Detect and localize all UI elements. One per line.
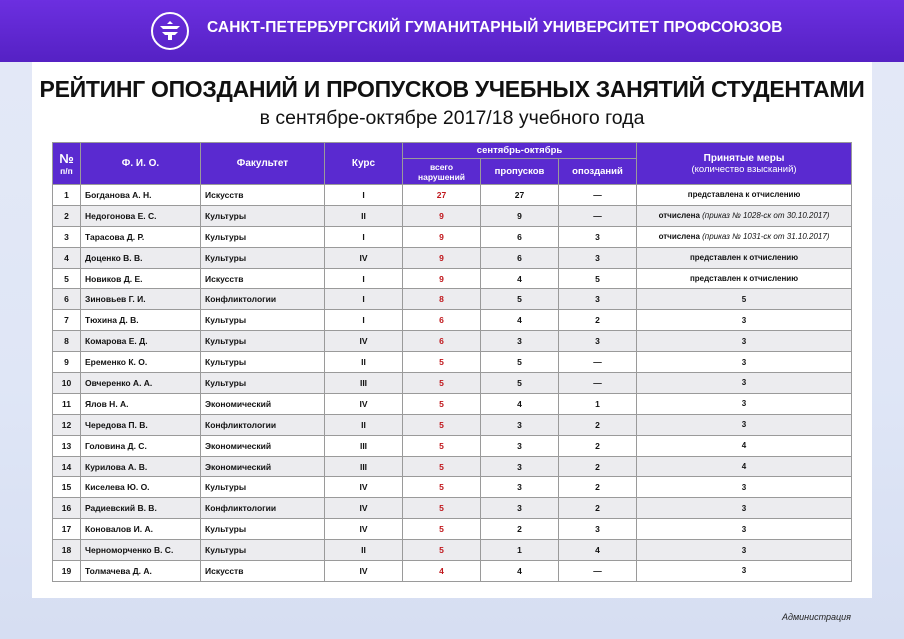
cell-measures	[637, 310, 852, 331]
cell-name: Толмачева Д. А.	[81, 561, 201, 582]
cell-absences: 6	[481, 226, 559, 247]
cell-number: 7	[53, 310, 81, 331]
measures-text: 3	[741, 524, 747, 534]
cell-faculty: Культуры	[201, 373, 325, 394]
cell-number: 14	[53, 456, 81, 477]
cell-measures	[637, 226, 852, 247]
measures-text: 4	[741, 462, 747, 472]
measures-text: 3	[741, 482, 747, 492]
measures-text: 5	[741, 294, 747, 304]
cell-course: I	[325, 268, 403, 289]
cell-lateness: 3	[559, 226, 637, 247]
header-absences: пропусков	[481, 159, 559, 185]
measures-text: отчислена	[658, 211, 700, 221]
cell-absences: 3	[481, 456, 559, 477]
cell-absences: 4	[481, 561, 559, 582]
cell-course: IV	[325, 331, 403, 352]
cell-course: I	[325, 226, 403, 247]
table-row	[53, 352, 852, 373]
cell-course: I	[325, 289, 403, 310]
table-row	[53, 226, 852, 247]
cell-name: Тарасова Д. Р.	[81, 226, 201, 247]
cell-measures	[637, 373, 852, 394]
table-row	[53, 205, 852, 226]
cell-lateness: 5	[559, 268, 637, 289]
cell-absences: 5	[481, 289, 559, 310]
cell-name: Недогонова Е. С.	[81, 205, 201, 226]
cell-number: 10	[53, 373, 81, 394]
measures-text: 3	[741, 399, 747, 409]
cell-number: 12	[53, 414, 81, 435]
cell-number: 5	[53, 268, 81, 289]
header-total: всего нарушений	[403, 159, 481, 185]
cell-faculty: Культуры	[201, 519, 325, 540]
cell-measures	[637, 352, 852, 373]
cell-name: Киселева Ю. О.	[81, 477, 201, 498]
cell-number: 19	[53, 561, 81, 582]
university-emblem-icon	[151, 12, 189, 50]
cell-name: Комарова Е. Д.	[81, 331, 201, 352]
cell-faculty: Культуры	[201, 205, 325, 226]
cell-absences: 4	[481, 268, 559, 289]
cell-total: 5	[403, 414, 481, 435]
cell-course: IV	[325, 247, 403, 268]
cell-number: 6	[53, 289, 81, 310]
cell-absences: 2	[481, 519, 559, 540]
measures-text: 3	[741, 336, 747, 346]
table-row	[53, 561, 852, 582]
cell-number: 16	[53, 498, 81, 519]
cell-measures	[637, 498, 852, 519]
measures-text: 3	[741, 315, 747, 325]
cell-course: III	[325, 373, 403, 394]
table-row	[53, 310, 852, 331]
header-course: Курс	[325, 143, 403, 185]
table-row	[53, 477, 852, 498]
cell-faculty: Культуры	[201, 247, 325, 268]
cell-name: Новиков Д. Е.	[81, 268, 201, 289]
table-row	[53, 540, 852, 561]
cell-measures	[637, 519, 852, 540]
cell-total: 4	[403, 561, 481, 582]
cell-course: IV	[325, 393, 403, 414]
cell-absences: 1	[481, 540, 559, 561]
cell-faculty: Культуры	[201, 331, 325, 352]
cell-lateness: —	[559, 561, 637, 582]
cell-course: II	[325, 414, 403, 435]
cell-faculty: Культуры	[201, 226, 325, 247]
cell-name: Курилова А. В.	[81, 456, 201, 477]
measures-text: представлена к отчислению	[687, 190, 801, 200]
cell-name: Тюхина Д. В.	[81, 310, 201, 331]
cell-total: 9	[403, 205, 481, 226]
cell-total: 5	[403, 373, 481, 394]
cell-course: I	[325, 185, 403, 206]
cell-absences: 3	[481, 435, 559, 456]
cell-course: III	[325, 435, 403, 456]
cell-faculty: Экономический	[201, 435, 325, 456]
measures-order-note: (приказ № 1028-ск от 30.10.2017)	[702, 211, 830, 221]
cell-faculty: Культуры	[201, 477, 325, 498]
cell-faculty: Искусств	[201, 268, 325, 289]
table-body	[53, 185, 852, 582]
cell-faculty: Культуры	[201, 352, 325, 373]
cell-faculty: Экономический	[201, 456, 325, 477]
measures-text: 3	[741, 566, 747, 576]
cell-measures	[637, 456, 852, 477]
cell-lateness: —	[559, 205, 637, 226]
cell-absences: 6	[481, 247, 559, 268]
footer-signature: Администрация	[782, 612, 851, 622]
cell-lateness: —	[559, 373, 637, 394]
table-row	[53, 414, 852, 435]
cell-lateness: 2	[559, 414, 637, 435]
cell-total: 5	[403, 498, 481, 519]
cell-measures	[637, 477, 852, 498]
cell-lateness: 2	[559, 477, 637, 498]
cell-lateness: —	[559, 352, 637, 373]
cell-total: 5	[403, 352, 481, 373]
page-subtitle: в сентябре-октябре 2017/18 учебного года	[259, 107, 645, 129]
cell-total: 5	[403, 456, 481, 477]
cell-measures	[637, 393, 852, 414]
cell-total: 6	[403, 310, 481, 331]
measures-text: 3	[741, 420, 747, 430]
measures-text: 3	[741, 545, 747, 555]
cell-lateness: 1	[559, 393, 637, 414]
cell-lateness: 4	[559, 540, 637, 561]
cell-name: Чередова П. В.	[81, 414, 201, 435]
cell-measures	[637, 435, 852, 456]
cell-faculty: Конфликтологии	[201, 289, 325, 310]
measures-order-note: (приказ № 1031-ск от 31.10.2017)	[702, 232, 830, 242]
cell-measures	[637, 331, 852, 352]
page-title: РЕЙТИНГ ОПОЗДАНИЙ И ПРОПУСКОВ УЧЕБНЫХ ЗАНЯТИЙ СТУДЕНТАМИ	[39, 76, 865, 102]
cell-total: 8	[403, 289, 481, 310]
cell-absences: 3	[481, 498, 559, 519]
cell-number: 11	[53, 393, 81, 414]
cell-course: II	[325, 352, 403, 373]
cell-lateness: 3	[559, 289, 637, 310]
cell-name: Головина Д. С.	[81, 435, 201, 456]
cell-lateness: 3	[559, 247, 637, 268]
cell-course: IV	[325, 519, 403, 540]
cell-total: 5	[403, 435, 481, 456]
cell-absences: 27	[481, 185, 559, 206]
cell-course: II	[325, 205, 403, 226]
cell-lateness: —	[559, 185, 637, 206]
cell-total: 5	[403, 393, 481, 414]
measures-text: 3	[741, 378, 747, 388]
cell-faculty: Конфликтологии	[201, 498, 325, 519]
cell-faculty: Культуры	[201, 540, 325, 561]
table-row	[53, 373, 852, 394]
cell-faculty: Экономический	[201, 393, 325, 414]
cell-course: III	[325, 456, 403, 477]
cell-name: Еременко К. О.	[81, 352, 201, 373]
measures-text: представлен к отчислению	[689, 253, 799, 263]
cell-total: 5	[403, 540, 481, 561]
cell-measures	[637, 205, 852, 226]
rating-card	[32, 62, 872, 598]
header-period: сентябрь-октябрь	[403, 143, 637, 159]
table-row	[53, 268, 852, 289]
header-faculty: Факультет	[201, 143, 325, 185]
cell-name: Богданова А. Н.	[81, 185, 201, 206]
cell-measures	[637, 414, 852, 435]
cell-number: 8	[53, 331, 81, 352]
cell-lateness: 2	[559, 456, 637, 477]
cell-number: 2	[53, 205, 81, 226]
table-row	[53, 289, 852, 310]
cell-total: 9	[403, 247, 481, 268]
cell-number: 18	[53, 540, 81, 561]
cell-name: Радиевский В. В.	[81, 498, 201, 519]
cell-name: Доценко В. В.	[81, 247, 201, 268]
cell-absences: 5	[481, 373, 559, 394]
cell-absences: 4	[481, 393, 559, 414]
table-row	[53, 247, 852, 268]
measures-text: 4	[741, 441, 747, 451]
cell-name: Черноморченко В. С.	[81, 540, 201, 561]
cell-absences: 9	[481, 205, 559, 226]
header-lateness: опозданий	[559, 159, 637, 185]
cell-absences: 3	[481, 331, 559, 352]
table-row	[53, 435, 852, 456]
table-row	[53, 331, 852, 352]
cell-faculty: Искусств	[201, 185, 325, 206]
table-row	[53, 185, 852, 206]
cell-total: 5	[403, 477, 481, 498]
cell-measures	[637, 561, 852, 582]
cell-number: 3	[53, 226, 81, 247]
cell-number: 9	[53, 352, 81, 373]
cell-number: 4	[53, 247, 81, 268]
header-num: № п/п	[53, 143, 81, 185]
header-name: Ф. И. О.	[81, 143, 201, 185]
cell-total: 9	[403, 226, 481, 247]
measures-text: представлен к отчислению	[689, 274, 799, 283]
cell-number: 13	[53, 435, 81, 456]
cell-lateness: 3	[559, 331, 637, 352]
cell-faculty: Искусств	[201, 561, 325, 582]
cell-course: IV	[325, 498, 403, 519]
cell-number: 15	[53, 477, 81, 498]
cell-measures	[637, 247, 852, 268]
measures-text: отчислена	[658, 232, 700, 242]
cell-name: Ялов Н. А.	[81, 393, 201, 414]
cell-absences: 3	[481, 414, 559, 435]
cell-lateness: 2	[559, 310, 637, 331]
measures-text: 3	[741, 503, 747, 513]
cell-measures	[637, 185, 852, 206]
cell-lateness: 2	[559, 498, 637, 519]
cell-total: 6	[403, 331, 481, 352]
cell-measures	[637, 540, 852, 561]
measures-text: 3	[741, 357, 747, 367]
cell-faculty: Конфликтологии	[201, 414, 325, 435]
cell-name: Коновалов И. А.	[81, 519, 201, 540]
cell-measures	[637, 268, 852, 289]
university-name: САНКТ-ПЕТЕРБУРГСКИЙ ГУМАНИТАРНЫЙ УНИВЕРСИТЕТ ПРОФСОЮЗОВ	[207, 19, 783, 36]
cell-course: IV	[325, 561, 403, 582]
cell-name: Овчеренко А. А.	[81, 373, 201, 394]
header-measures: Принятые меры (количество взысканий)	[637, 143, 852, 185]
cell-absences: 3	[481, 477, 559, 498]
cell-total: 5	[403, 519, 481, 540]
cell-absences: 5	[481, 352, 559, 373]
cell-course: II	[325, 540, 403, 561]
cell-absences: 4	[481, 310, 559, 331]
table-row	[53, 393, 852, 414]
cell-name: Зиновьев Г. И.	[81, 289, 201, 310]
table-row	[53, 498, 852, 519]
cell-course: IV	[325, 477, 403, 498]
table-row	[53, 519, 852, 540]
cell-lateness: 2	[559, 435, 637, 456]
cell-total: 9	[403, 268, 481, 289]
header-banner	[0, 0, 904, 62]
rating-table	[52, 142, 852, 582]
cell-course: I	[325, 310, 403, 331]
table-row	[53, 456, 852, 477]
cell-number: 17	[53, 519, 81, 540]
cell-measures	[637, 289, 852, 310]
cell-lateness: 3	[559, 519, 637, 540]
cell-number: 1	[53, 185, 81, 206]
cell-faculty: Культуры	[201, 310, 325, 331]
cell-total: 27	[403, 185, 481, 206]
